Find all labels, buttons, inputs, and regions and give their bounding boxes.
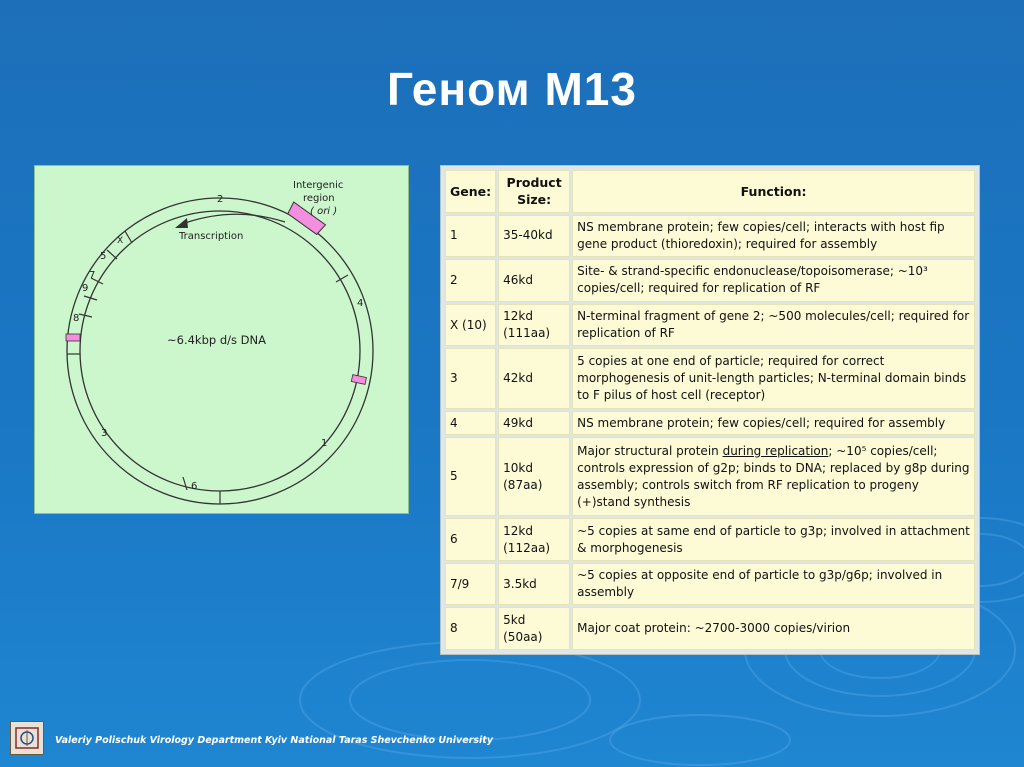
table-row bbox=[445, 348, 975, 409]
size-cell bbox=[498, 304, 570, 347]
function-cell: NS membrane protein; few copies/cell; required for assembly bbox=[572, 411, 975, 435]
university-logo-icon bbox=[11, 722, 43, 754]
function-cell: Major coat protein: ~2700-3000 copies/virion bbox=[572, 607, 975, 650]
size-line: 12kd bbox=[503, 523, 533, 538]
function-cell: ~5 copies at same end of particle to g3p; involved in attachment & morphogenesis bbox=[572, 518, 975, 561]
table-header-row bbox=[445, 170, 975, 213]
table-row bbox=[445, 563, 975, 606]
size-cell: 42kd bbox=[498, 348, 570, 409]
gene-label-1: 1 bbox=[321, 438, 328, 449]
size-cell: 35-40kd bbox=[498, 215, 570, 258]
table-row bbox=[445, 215, 975, 258]
gene-label-3: 3 bbox=[101, 428, 108, 439]
transcription-label: Transcription bbox=[179, 231, 244, 242]
gene-cell: 3 bbox=[445, 348, 496, 409]
size-cell bbox=[498, 437, 570, 516]
header-gene: Gene: bbox=[445, 170, 496, 213]
boundary-tick bbox=[107, 250, 117, 259]
table-row bbox=[445, 304, 975, 347]
gene-8-marker bbox=[66, 334, 80, 341]
transcription-arrow bbox=[185, 214, 285, 223]
gene-label-9: 9 bbox=[82, 283, 89, 294]
function-underlined-text: during replication bbox=[722, 443, 829, 458]
transcription-arrowhead bbox=[175, 218, 188, 228]
ori-label: ( ori ) bbox=[310, 206, 338, 217]
gene-label-x: X bbox=[117, 236, 124, 246]
gene-label-4: 4 bbox=[357, 298, 364, 309]
size-cell: 3.5kd bbox=[498, 563, 570, 606]
size-line: (111aa) bbox=[503, 326, 551, 341]
gene-table bbox=[443, 168, 977, 652]
boundary-tick bbox=[183, 477, 187, 490]
function-cell bbox=[572, 437, 975, 516]
size-line: (112aa) bbox=[503, 540, 551, 555]
slide-title: Геном M13 bbox=[387, 63, 637, 115]
boundary-tick bbox=[125, 231, 132, 243]
function-text: ; ~10⁵ copies/cell; controls expression of g2p; binds to DNA; replaced by g8p during assembly; controls switch from RF replication to progeny (+)stand synthesis bbox=[577, 443, 970, 509]
gene-cell: 4 bbox=[445, 411, 496, 435]
genome-inner-ring bbox=[80, 211, 360, 491]
size-cell: 46kd bbox=[498, 259, 570, 302]
intergenic-label: Intergenic bbox=[293, 180, 344, 191]
footer-credit: Valeriy Polischuk Virology Department Kyiv National Taras Shevchenko University bbox=[55, 735, 494, 746]
function-text: Major structural protein bbox=[577, 443, 723, 458]
gene-label-7: 7 bbox=[89, 270, 96, 281]
size-cell: 49kd bbox=[498, 411, 570, 435]
function-cell: NS membrane protein; few copies/cell; interacts with host fip gene product (thioredoxin); required for assembly bbox=[572, 215, 975, 258]
gene-cell: 5 bbox=[445, 437, 496, 516]
header-size-line1: Product bbox=[506, 175, 562, 191]
function-cell: Site- & strand-specific endonuclease/topoisomerase; ~10³ copies/cell; required for replication of RF bbox=[572, 259, 975, 302]
size-cell bbox=[498, 518, 570, 561]
genome-map-diagram bbox=[35, 166, 408, 513]
gene-4-marker bbox=[351, 375, 366, 385]
genome-outer-ring bbox=[67, 198, 373, 504]
header-function: Function: bbox=[572, 170, 975, 213]
table-row bbox=[445, 259, 975, 302]
gene-label-5: 5 bbox=[100, 251, 107, 262]
size-cell bbox=[498, 607, 570, 650]
table-row bbox=[445, 411, 975, 435]
gene-cell: X (10) bbox=[445, 304, 496, 347]
header-product-size bbox=[498, 170, 570, 213]
header-size-line2: Size: bbox=[517, 192, 552, 208]
function-cell: N-terminal fragment of gene 2; ~500 molecules/cell; required for replication of RF bbox=[572, 304, 975, 347]
region-label: region bbox=[303, 193, 335, 204]
function-cell: 5 copies at one end of particle; required for correct morphogenesis of unit-length particles; N-terminal domain binds to F pilus of host cell (receptor) bbox=[572, 348, 975, 409]
gene-cell: 1 bbox=[445, 215, 496, 258]
gene-cell: 6 bbox=[445, 518, 496, 561]
size-line: 5kd bbox=[503, 612, 526, 627]
genome-map-panel bbox=[34, 165, 409, 514]
university-logo bbox=[10, 721, 44, 755]
size-line: 10kd bbox=[503, 460, 533, 475]
function-cell: ~5 copies at opposite end of particle to g3p/g6p; involved in assembly bbox=[572, 563, 975, 606]
table-row bbox=[445, 518, 975, 561]
gene-function-table bbox=[440, 165, 980, 655]
size-line: (87aa) bbox=[503, 477, 543, 492]
table-row bbox=[445, 607, 975, 650]
gene-cell: 7/9 bbox=[445, 563, 496, 606]
gene-label-6: 6 bbox=[191, 481, 198, 492]
gene-cell: 8 bbox=[445, 607, 496, 650]
gene-cell: 2 bbox=[445, 259, 496, 302]
gene-label-2: 2 bbox=[217, 194, 224, 205]
size-line: (50aa) bbox=[503, 629, 543, 644]
gene-label-8: 8 bbox=[73, 313, 80, 324]
dna-center-label: ~6.4kbp d/s DNA bbox=[167, 333, 266, 347]
table-row bbox=[445, 437, 975, 516]
size-line: 12kd bbox=[503, 309, 533, 324]
